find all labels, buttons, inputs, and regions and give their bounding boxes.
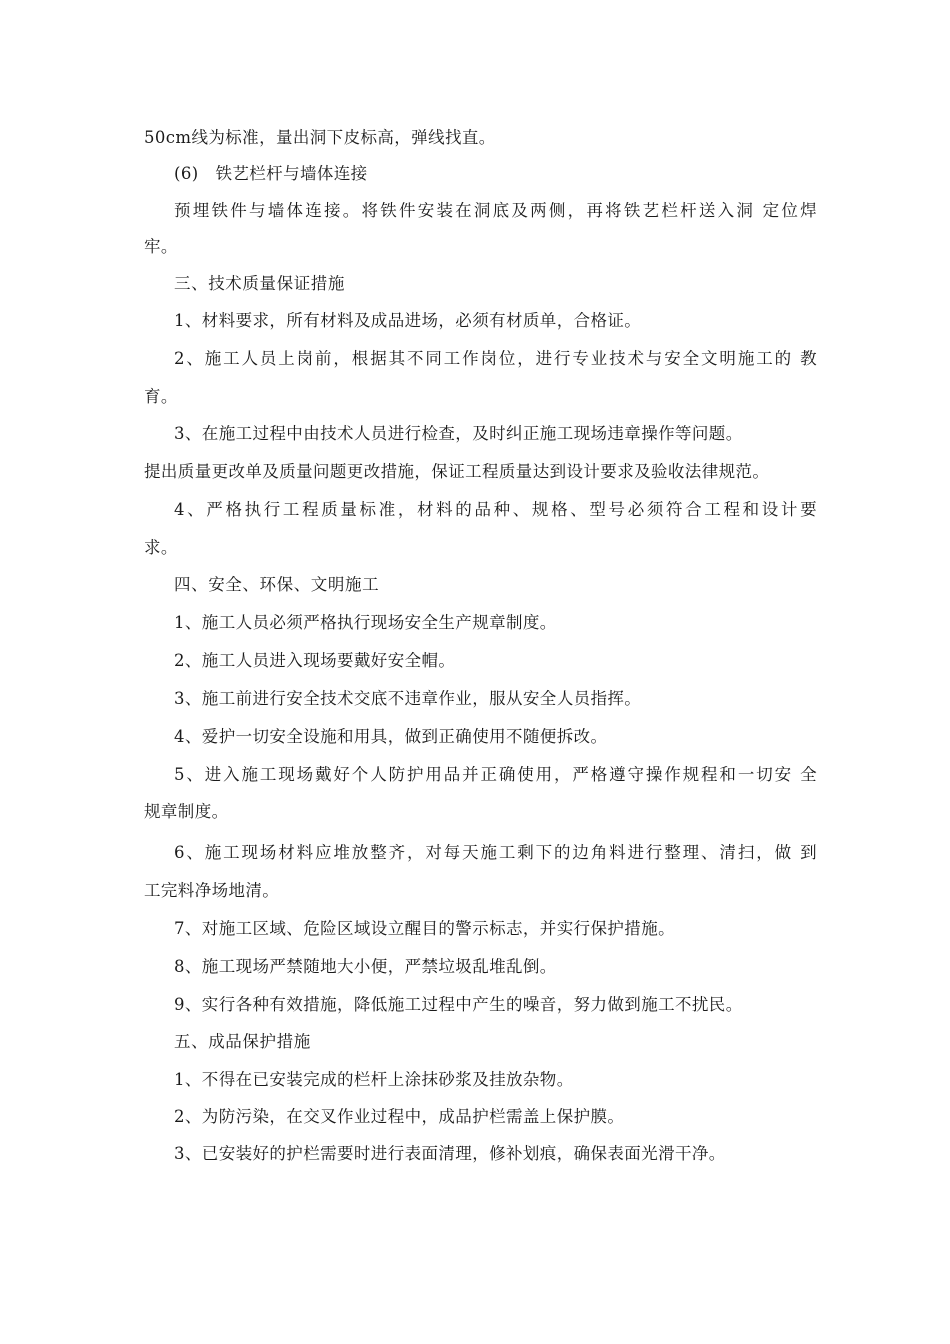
paragraph-line: 工完料净场地清。 bbox=[144, 881, 280, 900]
paragraph-line: 规章制度。 bbox=[144, 802, 229, 821]
paragraph-line: 求。 bbox=[144, 538, 178, 557]
paragraph-line: 1、施工人员必须严格执行现场安全生产规章制度。 bbox=[174, 613, 557, 632]
paragraph-line: 7、对施工区域、危险区域设立醒目的警示标志，并实行保护措施。 bbox=[174, 919, 675, 938]
paragraph-line: 提出质量更改单及质量问题更改措施，保证工程质量达到设计要求及验收法律规范。 bbox=[144, 462, 770, 481]
paragraph-line: 4、严格执行工程质量标准，材料的品种、规格、型号必须符合工程和设计要 bbox=[174, 500, 817, 519]
paragraph-line: 4、爱护一切安全设施和用具，做到正确使用不随便拆改。 bbox=[174, 727, 608, 746]
paragraph-line: 5、进入施工现场戴好个人防护用品并正确使用，严格遵守操作规程和一切安 全 bbox=[174, 765, 817, 784]
paragraph-line: 6、施工现场材料应堆放整齐，对每天施工剩下的边角料进行整理、清扫，做 到 bbox=[174, 843, 817, 862]
paragraph-line: 育。 bbox=[144, 387, 178, 406]
section-heading: 五、成品保护措施 bbox=[174, 1032, 311, 1051]
paragraph-line: 2、为防污染，在交叉作业过程中，成品护栏需盖上保护膜。 bbox=[174, 1107, 625, 1126]
paragraph-line: 50cm线为标准，量出洞下皮标高，弹线找直。 bbox=[144, 128, 496, 147]
paragraph-line: 1、不得在已安装完成的栏杆上涂抹砂浆及挂放杂物。 bbox=[174, 1070, 574, 1089]
paragraph-line: 3、已安装好的护栏需要时进行表面清理，修补划痕，确保表面光滑干净。 bbox=[174, 1144, 726, 1163]
subsection-heading: (6) 铁艺栏杆与墙体连接 bbox=[174, 164, 368, 183]
paragraph-line: 1、材料要求，所有材料及成品进场，必须有材质单，合格证。 bbox=[174, 311, 642, 330]
paragraph-line: 8、施工现场严禁随地大小便，严禁垃圾乱堆乱倒。 bbox=[174, 957, 557, 976]
paragraph-line: 2、施工人员进入现场要戴好安全帽。 bbox=[174, 651, 456, 670]
paragraph-line: 2、施工人员上岗前，根据其不同工作岗位，进行专业技术与安全文明施工的 教 bbox=[174, 349, 817, 368]
paragraph-line: 3、在施工过程中由技术人员进行检查，及时纠正施工现场违章操作等问题。 bbox=[174, 424, 743, 443]
paragraph-line: 9、实行各种有效措施，降低施工过程中产生的噪音，努力做到施工不扰民。 bbox=[174, 995, 743, 1014]
paragraph-line: 牢。 bbox=[144, 237, 178, 256]
section-heading: 三、技术质量保证措施 bbox=[174, 274, 345, 293]
paragraph-line: 预埋铁件与墙体连接。将铁件安装在洞底及两侧，再将铁艺栏杆送入洞 定位焊 bbox=[174, 201, 817, 220]
section-heading: 四、安全、环保、文明施工 bbox=[174, 575, 380, 594]
paragraph-line: 3、施工前进行安全技术交底不违章作业，服从安全人员指挥。 bbox=[174, 689, 642, 708]
